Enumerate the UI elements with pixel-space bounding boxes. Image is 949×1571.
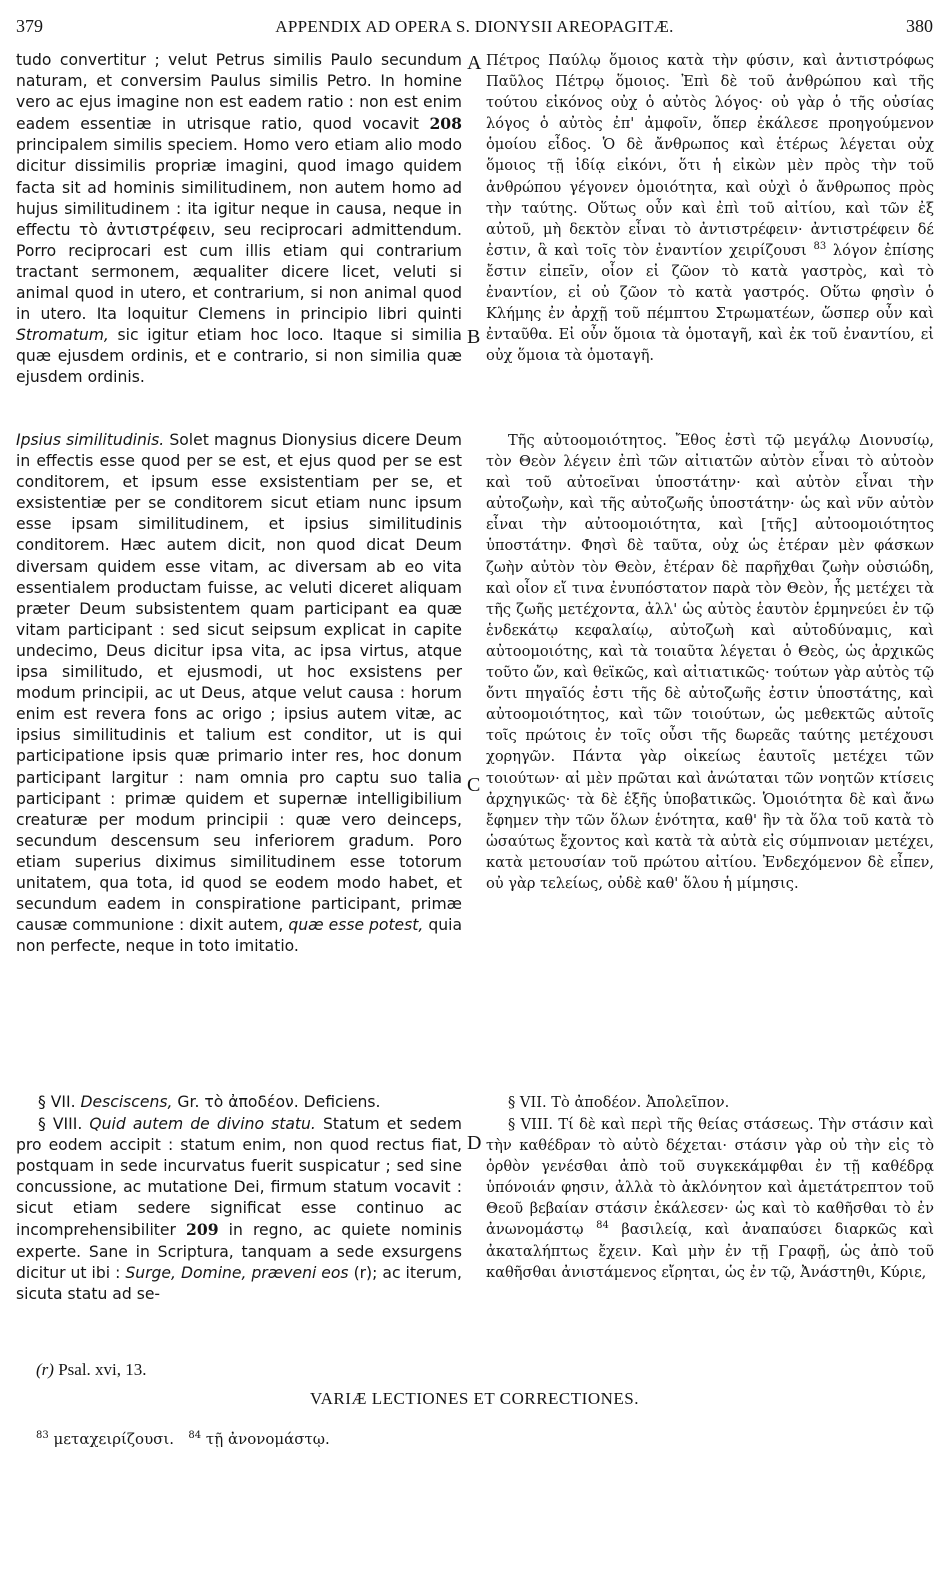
left-page-number: 379 bbox=[16, 16, 43, 36]
latin-text: sic igitur etiam hoc loco. Itaque si similia quæ ejusdem ordinis, et e contrario, si non similia quæ ejusdem ordinis. bbox=[16, 326, 462, 387]
latin-text: Solet magnus Dionysius dicere Deum in effectis esse quod per se est, et ejus quod per se est conditorem, et ipsum esse exsistentiam per se, et exsistentiæ per se conditorem sicut etiam nunc ipsum esse ipsam similitudinem, et ipsius similitudinis conditorem. Hæc autem dicit, non quod dicat Deum diversam quidem esse vitam, ac diversam ab eo vita essentialem productam fuisse, ac veluti diceret aliquam præter Deum subsistentem quam participant ea quæ vitam participant : sed sicut seipsum explicat in capite undecimo, Deus dicitur ipsa vita, ac ipsa virtus, atque ipsa similitudo, et ejusmodi, ut hoc exsistens per modum principii, ac ut Deus, atque velut causa : horum enim est revera fons ac origo ; ipsius autem vitæ, ac ipsius similitudinis et talium est conditor, ut is qui participatione ipsis quæ primario inter res, hoc donum participant largitur : nam omnia pro captu suo talia participant : primæ quidem et supernæ intelligibilium creaturæ per modum principii : quæ vero deinceps, secundum descensum seu inferiorem gradum. Poro etiam superius diximus similitudinem esse totorum unitatem, qua tota, id quod se eodem modo habet, et secundum eadem in conspiratione participant, primæ causæ communione : dixit autem, bbox=[16, 431, 462, 935]
running-title: APPENDIX AD OPERA S. DIONYSII AREOPAGITÆ. bbox=[275, 17, 674, 36]
greek-text: § VIII. Τί δὲ καὶ περὶ τῆς θείας στάσεως. Τὴν στάσιν καὶ τὴν καθέδραν τὸ αὐτὸ δέχεται· στάσιν γὰρ οὐ τὴν εἰς τὸ ὀρθὸν γενέσθαι ἀπὸ τοῦ συγκεκάμφθαι ἐν τῇ καθέδρᾳ ὑπόνοιάν φησιν, ἀλλὰ τὸ ἀκλόνητον καὶ ἀμετάτρεπτον τοῦ Θεοῦ βεβαίαν στάσιν ἐκάλεσεν· ὡς καὶ τὸ καθῆσθαι τὸ ἐν ἀνωνομάστῳ bbox=[486, 1116, 934, 1239]
variant-number: 83 bbox=[36, 1430, 49, 1441]
margin-marker-c: C bbox=[467, 774, 481, 796]
greek-text: βασιλείᾳ, καὶ ἀναπαύσει διαρκῶς καὶ ἀκαταλήπτως ἔχειν. Καὶ μὴν ἐν τῇ Γραφῇ, ὡς ἀπὸ τοῦ καθῆσθαι ἀνιστάμενος εἴρηται, ὡς ἐν τῷ, Ἀνάστηθι, Κύριε, bbox=[486, 1221, 935, 1281]
variant-text: τῇ ἀνονομάστῳ. bbox=[205, 1430, 330, 1448]
latin-section-viii bbox=[16, 1114, 462, 1305]
section-number: § VII. bbox=[38, 1093, 76, 1111]
column-number-208: 208 bbox=[429, 114, 462, 134]
right-page-number: 380 bbox=[906, 16, 933, 36]
margin-marker-a: A bbox=[467, 52, 482, 74]
latin-section-vii bbox=[16, 1092, 462, 1113]
latin-text: in regno, ac quiete nominis experte. Sane in Scriptura, tanquam a sede exsurgens dicitur ut ibi : bbox=[16, 1221, 462, 1282]
quoted-phrase: quæ esse potest, bbox=[288, 916, 424, 935]
latin-text: principalem similis speciem. Homo vero etiam alio modo dicitur dissimilis propriæ imagini, quod imago quidem facta sit ad hominis similitudinem, non autem homo ad hujus similitudinem : ita igitur neque in causa, neque in effectu τὸ ἀντιστρέφειν, seu reciprocari admittendum. Porro reciprocari est cum illis etiam qui contrarium tractant sermonem, æqualiter dicere licet, veluti si animal quod in utero, et contrarium, si non animal quod in utero. Ita loquitur Clemens in principio libri quinti bbox=[16, 136, 462, 324]
variant-number: 84 bbox=[188, 1430, 202, 1441]
section-title: Quid autem de divino statu. bbox=[89, 1115, 316, 1133]
greek-text: Πέτρος Παύλῳ ὅμοιος κατὰ τὴν φύσιν, καὶ ἀντιστρόφως Παῦλος Πέτρῳ ὅμοιος. Ἐπὶ δὲ τοῦ ἀνθρώπου καὶ τῆς τούτου εἰκόνος οὐχ ὁ αὐτὸς λόγος· οὐ γὰρ ὁ τῆς οὐσίας λόγος ὁ αὐτὸς ἐπ' ἀμφοῖν, ὅπερ ἐκάλεσε προηγούμενον ὁμοίου εἶδος. Ὁ δὲ ἄνθρωπος καὶ ἑτέρως λέγεται οὐχ ὅμοιος τῇ ἰδίᾳ εἰκόνι, ὅτι ἡ εἰκὼν μὲν πρὸς τὴν τοῦ ἀνθρώπου γέγονεν ὁμοιότητα, καὶ οὐχὶ ὁ ἄνθρωπος πρὸς τὴν ταύτης. Οὕτως οὖν καὶ ἐπὶ τοῦ αἰτίου, καὶ τῶν ἐξ αὐτοῦ, μὴ δεκτὸν εἶναι τὸ ἀντιστρέφειν· ἀντιστρέφειν δέ ἐστιν, ἃ καὶ τοῖς τὸν ἐναντίον χειρίζουσι bbox=[486, 52, 934, 259]
running-header bbox=[16, 16, 933, 44]
latin-text: quia non perfecte, neque in toto imitatio. bbox=[16, 916, 462, 956]
latin-text: Gr. τὸ ἀποδέον. Deficiens. bbox=[177, 1093, 381, 1111]
latin-text: ; ac iterum, sicuta statu ad se- bbox=[16, 1263, 462, 1303]
footnote bbox=[36, 1360, 147, 1380]
section-title-similitudinis: Ipsius similitudinis. bbox=[16, 431, 165, 449]
greek-section-vii bbox=[486, 1092, 934, 1113]
greek-paragraph-2 bbox=[486, 430, 934, 894]
section-title: Desciscens, bbox=[80, 1093, 173, 1111]
variant-ref-84: 84 bbox=[596, 1220, 609, 1232]
greek-text: § VII. Τὸ ἀποδέον. Ἀπολεῖπον. bbox=[508, 1094, 730, 1111]
greek-paragraph-1 bbox=[486, 50, 934, 366]
footnote-ref: (r) bbox=[36, 1360, 54, 1379]
footnote-text: Psal. xvi, 13. bbox=[58, 1360, 147, 1379]
greek-text: Τῆς αὐτοομοιότητος. Ἔθος ἐστὶ τῷ μεγάλῳ Διονυσίῳ, τὸν Θεὸν λέγειν ἐπὶ τῶν αἰτιατῶν αὐτὸν εἶναι τὸ αὐτοὸν καὶ τοῦ αὐτοεῖναι ὑποστάτην· καὶ αὐτὸν εἶναι τὴν αὐτοζωὴν, καὶ τῆς αὐτοζωῆς ὑποστάτην· ὡς καὶ νῦν αὐτὸν εἶναι τὴν αὐτοομοιότητα, καὶ [τῆς] αὐτοομοιότητος ὑποστάτην. Φησὶ δὲ ταῦτα, οὐχ ὡς ἑτέραν μὲν φάσκων ζωὴν αὐτὸν τὸν Θεὸν, ἑτέραν δὲ παρῆχθαι ζωὴν οὐσιώδη, καὶ οἷον εἴ τινα ἐνυπόστατον παρὰ τὸν Θεὸν, ἧς μετέχει τὰ τῆς ζωῆς μετέχοντα, ἀλλ' ὡς αὐτὸς ἑαυτὸν ἑρμηνεύει ἐν τῷ ἑνδεκάτῳ κεφαλαίῳ, αὐτοζωὴ καὶ αὐτοδύναμις, καὶ αὐτοομοιότης, καὶ τὰ τοιαῦτα λέγεται ὁ Θεὸς, ὡς ἀρχικῶς τοῦτο ὤν, καὶ θεϊκῶς, καὶ αἰτιατικῶς· τούτων γὰρ αὐτὸς τῷ ὄντι πηγαῖός ἐστι τῆς δὲ αὐτοζωῆς ἐστιν ὑποστάτης, καὶ αὐτοομοιότητος, καὶ τῶν τοιούτων, ὡς μεθεκτῶς αὐτοῖς τοῖς πρώτοις ἐν τοῖς οὖσι τῆς δωρεᾶς ταύτης μετέχουσι χορηγῶν. Πάντα γὰρ οἰκείως ἑαυτοῖς μετέχει τῶν τοιούτων· αἱ μὲν πρῶται καὶ ἀνώταται τῶν νοητῶν κτίσεις ἀρχηγικῶς· τὰ δὲ ἑξῆς ὑποβατικῶς. Ὁμοιότητα δὲ καὶ ἄνω ἔφημεν τὴν τῶν ὅλων ἑνότητα, καθ' ἣν τὰ ὅλα τοῦ κατὰ τὸ ὡσαύτως ἔχοντος καὶ κατὰ τὰ αὐτὰ εἰς σύμπνοιαν μετέχει, κατὰ μετουσίαν τοῦ πρώτου αἰτίου. Ἐνδεχόμενον δὲ εἶπεν, οὐ γὰρ τελείως, οὐδὲ καθ' ὅλου ἡ μίμησις. bbox=[486, 432, 934, 892]
stromata-title: Stromatum, bbox=[16, 326, 109, 345]
variant-ref-83: 83 bbox=[813, 240, 827, 252]
footnote-ref: (r) bbox=[353, 1263, 373, 1282]
section-number: § VIII. bbox=[38, 1115, 83, 1133]
latin-paragraph-1 bbox=[16, 50, 462, 389]
column-number-209: 209 bbox=[186, 1220, 219, 1240]
scripture-quote: Surge, Domine, præveni eos bbox=[125, 1263, 349, 1282]
latin-text: Statum et sedem pro eodem accipit : statum enim, non quod rectus fiat, postquam in sede incurvatus fuerit suspicatur ; sed sine concussione, ac mutatione Dei, firmum statum vocavit : sicut etiam sedere significat esse continuo ac incomprehensibiliter bbox=[16, 1115, 462, 1240]
margin-marker-b: B bbox=[467, 326, 481, 348]
latin-paragraph-2 bbox=[16, 430, 462, 957]
variae-lectiones-heading: VARIÆ LECTIONES ET CORRECTIONES. bbox=[310, 1389, 639, 1408]
latin-text: tudo convertitur ; velut Petrus similis Paulo secundum naturam, et conversim Paulus similis Petro. In homine vero ac ejus imagine non est eadem ratio : non est enim eadem essentiæ in utrisque ratio, quod vocavit bbox=[16, 51, 462, 134]
greek-section-viii bbox=[486, 1114, 934, 1283]
margin-marker-d: D bbox=[467, 1132, 482, 1154]
variae-lectiones bbox=[36, 1430, 330, 1448]
greek-text: λόγον ἐπίσης ἔστιν εἰπεῖν, οἷον εἰ ζῶον τὸ κατὰ γαστρὸς, καὶ τὸ ἐναντίον, εἰ οὐ ζῶον τὸ κατὰ γαστρός. Οὕτω φησὶν ὁ Κλήμης ἐν ἀρχῇ τοῦ πέμπτου Στρωματέων, ὥσπερ οὖν καὶ ἐνταῦθα. Εἰ οὖν ὅμοια τὰ ὁμοταγῆ, καὶ ἐκ τοῦ ἐναντίου, εἰ οὐχ ὅμοια τὰ ὁμοταγῆ. bbox=[486, 241, 935, 365]
variant-text: μεταχειρίζουσι. bbox=[53, 1430, 175, 1448]
